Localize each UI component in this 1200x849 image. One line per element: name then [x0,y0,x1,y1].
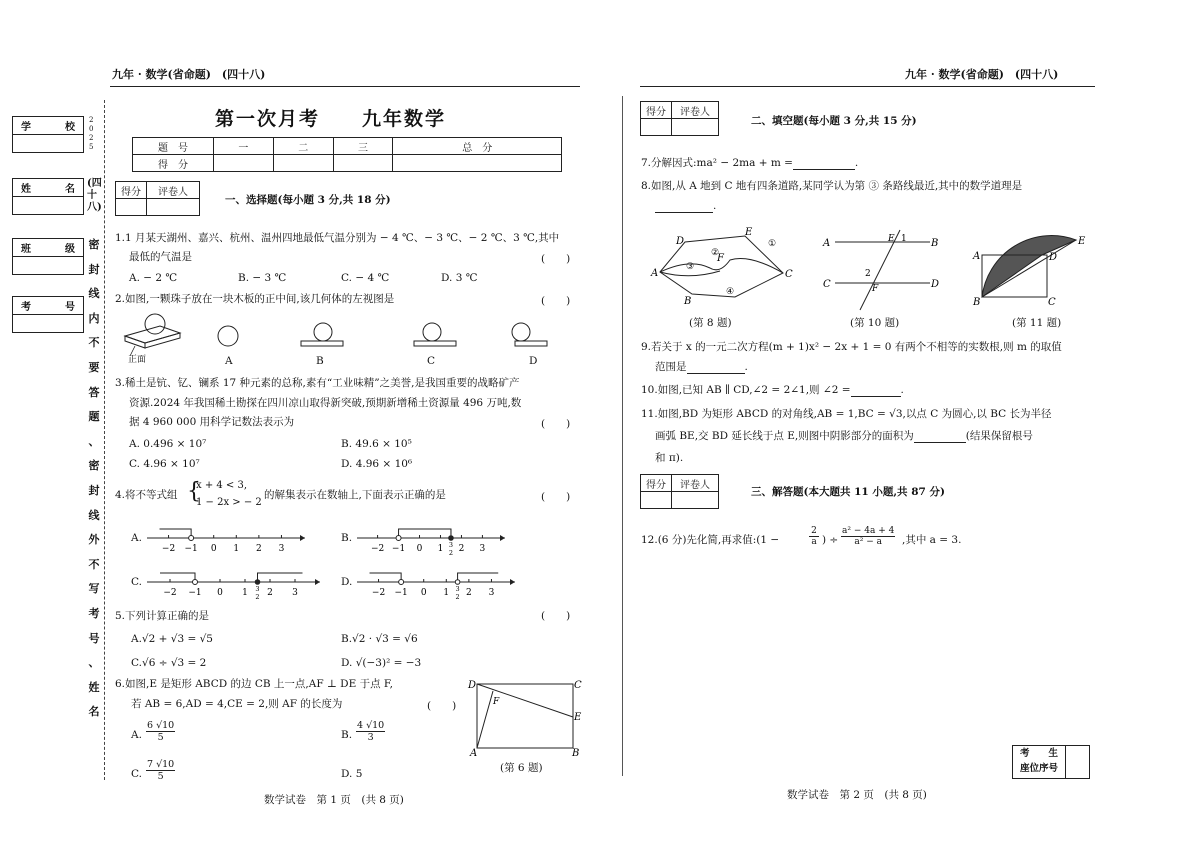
q6-pt-e: E [574,712,582,723]
q6-stem-line2: 若 AB = 6,AD = 4,CE = 2,则 AF 的长度为 [131,698,343,710]
q4-ineq-2: 1 − 2x > − 2 [196,497,262,508]
seal-char: 考 [88,607,100,620]
svg-text:1: 1 [901,234,907,244]
axis-arrow [510,579,515,585]
q4-ineq-1: x + 4 < 3, [196,480,248,491]
tick-label: −2 [371,588,386,598]
seal-char: 题 [88,410,100,424]
svg-text:A: A [823,238,831,249]
seal-char: 写 [88,582,100,596]
grader-score-label: 得分 [641,475,672,492]
grader-box-3 [640,474,719,509]
q2-label-b[interactable]: B [316,355,324,367]
header-rule-left [110,86,580,87]
svg-text:④: ④ [726,287,735,297]
seat-number-box[interactable] [1012,745,1090,779]
seal-char: 姓 [88,680,100,694]
q1-option-a[interactable]: A. − 2 ℃ [129,272,178,284]
q2-label-d[interactable]: D [529,355,538,367]
tick-label: −1 [391,544,406,554]
footer-left: 数学试卷 第 1 页 (共 8 页) [264,794,404,806]
grader-score-cell[interactable] [641,119,672,136]
tick-label: 0 [420,588,427,598]
score-col-2: 二 [273,138,333,155]
q4-brace: { [187,479,201,504]
grader-score-label: 得分 [641,102,672,119]
tick-label: 3 [479,544,486,554]
q9-answer-blank[interactable] [687,363,745,374]
tick-label: −1 [188,588,202,598]
q12-post: ,其中 a = 3. [902,534,962,546]
solution-ray [458,573,499,582]
tick-label: −1 [394,588,408,598]
seal-char: 封 [88,484,100,497]
seal-char: 密 [88,459,100,473]
page-divider [622,96,623,776]
svg-text:2: 2 [865,269,871,279]
q7-answer-blank[interactable] [793,159,855,170]
q6-option-c-label[interactable]: C. [131,768,142,780]
q1-answer-paren[interactable]: ( ) [541,253,571,265]
tick-label: 3 [488,588,495,598]
q6-pt-f: F [493,697,500,707]
seal-line [104,100,105,780]
q3-option-b[interactable]: B. 49.6 × 10⁵ [341,438,412,450]
q8-answer: . [655,200,716,213]
seal-char: 要 [88,361,100,374]
seal-char: 封 [88,262,100,276]
open-point [399,580,404,585]
section-2-title: 二、填空题(每小题 3 分,共 15 分) [751,115,917,127]
solution-segment [399,529,451,538]
tick-label: 2 [256,544,262,554]
tick-label: 2 [458,544,465,554]
tick-label: −2 [370,544,385,554]
half-den: 2 [255,593,260,600]
q3-stem-line2: 资源.2024 年我国稀土勘探在四川凉山取得新突破,预期新增稀土资源量 496 万吨,数 [129,397,522,409]
svg-text:③: ③ [686,262,695,272]
sidebar-code-small: 2025 [89,116,94,151]
tick-label: 1 [233,544,240,554]
axis-arrow [300,535,305,541]
tick-label: 2 [466,588,472,598]
seat-label-1: 考 生 [1019,748,1058,759]
q4-option-d[interactable]: D. [341,576,353,588]
tick-label: 3 [292,588,298,598]
tick-label: 1 [437,544,444,554]
q3-stem-line3: 据 4 960 000 用科学记数法表示为 [129,416,295,428]
score-cell[interactable] [393,155,562,172]
name-field[interactable]: 姓 名 [12,178,84,215]
svg-text:①: ① [768,239,777,249]
tick-label: 1 [242,588,248,598]
q4-number-line-d [355,570,525,600]
q5-option-d[interactable]: D. √(−3)² = −3 [341,657,422,669]
q10-stem: 10.如图,已知 AB ∥ CD,∠2 = 2∠1,则 ∠2 = . [641,384,904,396]
q8-caption: (第 8 题) [689,317,732,329]
q1-option-d[interactable]: D. 3 ℃ [441,272,478,284]
score-cell[interactable] [214,155,274,172]
grader-name-cell[interactable] [672,492,719,509]
tick-label: 3 [278,544,285,554]
axis-arrow [315,579,320,585]
q6-figure [462,674,582,774]
tick-label: 0 [217,588,223,598]
q2-stem: 2.如图,一颗珠子放在一块木板的正中间,该几何体的左视图是 [115,293,395,305]
q3-stem-line1: 3.稀土是钪、钇、镧系 17 种元素的总称,素有“工业味精”之美誉,是我国重要的战略矿产 [115,377,520,389]
q4-number-line-c [145,570,330,600]
q8-figure [650,224,800,314]
seal-char: 、 [88,434,100,448]
q9-stem-line2: 范围是 . [655,361,748,373]
exam-number-field[interactable]: 考 号 [12,296,84,333]
header-rule-right [640,86,1095,87]
seal-char: 、 [88,656,100,670]
q12-mid: ) ÷ [822,534,839,546]
q11-caption: (第 11 题) [1012,317,1062,329]
q5-answer-paren[interactable]: ( ) [541,610,571,622]
tick-label: 1 [443,588,450,598]
q10-answer-blank[interactable] [851,386,901,397]
open-point [193,580,198,585]
section-1-title: 一、选择题(每小题 3 分,共 18 分) [225,194,391,206]
q5-option-c[interactable]: C.√6 ÷ √3 = 2 [131,657,207,669]
q9-stem-line1: 9.若关于 x 的一元二次方程(m + 1)x² − 2x + 1 = 0 有两个不相等的实数根,则 m 的取值 [641,341,1062,353]
grader-name-label: 评卷人 [672,102,719,119]
svg-text:B: B [684,296,692,307]
q11-stem-line2: 画弧 BE,交 BD 延长线于点 E,则图中阴影部分的面积为 (结果保留根号 [655,430,1033,442]
score-header: 题 号 [133,138,214,155]
svg-text:F: F [872,284,879,294]
seal-char: 名 [88,705,100,719]
open-point [396,536,401,541]
q6-answer-paren[interactable]: ( ) [427,700,457,712]
svg-text:E: E [1078,236,1086,247]
school-field[interactable]: 学 校 [12,116,84,153]
q1-option-b[interactable]: B. − 3 ℃ [238,272,287,284]
q2-figures [120,308,550,368]
q3-answer-paren[interactable]: ( ) [541,418,571,430]
solution-ray [370,573,402,582]
half-num: 3 [455,585,460,593]
tick-label: 0 [210,544,217,554]
q4-stem-post: 的解集表示在数轴上,下面表示正确的是 [264,489,446,501]
seal-char: 线 [88,287,100,301]
grader-box-2 [640,101,719,136]
footer-right: 数学试卷 第 2 页 (共 8 页) [787,789,927,801]
seat-label-2: 座位序号 [1019,763,1058,774]
grader-name-label: 评卷人 [147,182,200,199]
solution-ray [160,529,192,538]
q8-stem: 8.如图,从 A 地到 C 地有四条道路,某同学认为第 ③ 条路线最近,其中的数学道理是 [641,180,1023,192]
header-right: 九年 · 数学(省命题) (四十八) [905,68,1059,81]
q4-option-a[interactable]: A. [131,532,142,544]
svg-text:②: ② [711,248,720,258]
seal-char: 外 [88,533,100,547]
q1-option-c[interactable]: C. − 4 ℃ [341,272,390,284]
svg-text:D: D [676,236,685,247]
svg-text:E: E [888,234,895,244]
score-col-3: 三 [333,138,393,155]
score-row-label: 得 分 [133,155,214,172]
q11-answer-blank[interactable] [914,432,966,443]
q6-option-b-label[interactable]: B. [341,729,353,741]
tick-label: −2 [163,588,177,598]
q2-label-c[interactable]: C [427,355,436,367]
solution-ray [160,573,195,582]
grader-box-1 [115,181,200,216]
half-point [449,536,454,541]
q12-pre: 12.(6 分)先化简,再求值:(1 − [641,534,780,546]
q12-frac-1: 2 a [809,526,819,547]
q11-figure [970,222,1095,312]
q6-pt-a: A [470,748,478,759]
seal-char: 密 [88,238,100,251]
q1-stem-line1: 1.1 月某天湖州、嘉兴、杭州、温州四地最低气温分别为 − 4 ℃、− 3 ℃、− 2 ℃、3 ℃,其中 [115,232,560,244]
q2-label-a[interactable]: A [225,355,233,367]
tick-label: 0 [416,544,423,554]
q11-stem-line1: 11.如图,BD 为矩形 ABCD 的对角线,AB = 1,BC = √3,以点 C 为圆心,以 BC 长为半径 [641,408,1052,420]
svg-text:E: E [745,227,753,238]
half-point [255,580,260,585]
seal-char: 不 [88,336,100,350]
q10-figure [815,228,945,318]
q12-frac-2: a² − 4a + 4 a² − a [842,526,895,547]
svg-text:D: D [1049,252,1058,263]
svg-text:C: C [785,269,793,280]
page-title: 第一次月考 九年数学 [215,108,447,130]
q6-pt-b: B [572,748,580,759]
tick-label: −2 [161,544,176,554]
svg-text:C: C [1048,297,1056,308]
q1-stem-line2: 最低的气温是 [129,251,192,263]
q6-option-a-label[interactable]: A. [131,729,142,741]
q7-stem: 7.分解因式:ma² − 2ma + m = . [641,157,859,169]
q3-option-c[interactable]: C. 4.96 × 10⁷ [129,458,200,470]
q5-stem: 5.下列计算正确的是 [115,610,210,622]
q10-caption: (第 10 题) [850,317,900,329]
q6-pt-c: C [574,680,582,691]
q4-option-b[interactable]: B. [341,532,353,544]
score-cell[interactable] [333,155,393,172]
q4-answer-paren[interactable]: ( ) [541,491,571,503]
half-point [455,580,460,585]
q8-answer-blank[interactable] [655,202,713,213]
seal-char: 内 [88,311,100,325]
solution-ray [258,573,303,582]
q6-option-d[interactable]: D. 5 [341,768,363,780]
svg-text:C: C [823,279,831,290]
score-cell[interactable] [273,155,333,172]
grader-score-cell[interactable] [116,199,147,216]
q3-option-d[interactable]: D. 4.96 × 10⁶ [341,458,413,470]
q6-stem-line1: 6.如图,E 是矩形 ABCD 的边 CB 上一点,AF ⊥ DE 于点 F, [115,678,393,690]
q4-number-line-a [145,526,315,556]
grader-score-label: 得分 [116,182,147,199]
sidebar-code-label: (四十八) [87,178,102,213]
half-den: 2 [455,593,460,600]
q6-option-c-frac[interactable]: 7 √10 5 [147,759,175,782]
half-num: 3 [448,541,454,549]
svg-text:B: B [931,238,939,249]
score-col-1: 一 [214,138,274,155]
svg-text:A: A [651,268,659,279]
q2-answer-paren[interactable]: ( ) [541,295,571,307]
axis-arrow [500,535,505,541]
q6-option-b-frac[interactable]: 4 √10 3 [357,720,385,743]
svg-text:B: B [973,297,981,308]
svg-text:A: A [973,251,981,262]
tick-label: −1 [184,544,198,554]
q6-pt-d: D [468,680,477,691]
grader-name-cell[interactable] [147,199,200,216]
svg-text:F: F [717,253,724,264]
q6-caption: (第 6 题) [500,762,543,774]
section-3-title: 三、解答题(本大题共 11 小题,共 87 分) [751,486,945,498]
q5-option-a[interactable]: A.√2 + √3 = √5 [131,633,213,645]
half-num: 3 [255,585,260,593]
score-table [132,137,562,172]
q11-stem-line3: 和 π). [655,452,684,464]
grader-name-label: 评卷人 [672,475,719,492]
open-point [189,536,194,541]
tick-label: 2 [267,588,273,598]
class-field[interactable]: 班 级 [12,238,84,275]
header-left: 九年 · 数学(省命题) (四十八) [112,68,266,81]
q6-option-a-frac[interactable]: 6 √10 5 [147,720,175,743]
seal-char: 不 [88,557,100,571]
half-den: 2 [448,549,454,556]
seal-char: 答 [88,385,100,399]
svg-text:D: D [931,279,940,290]
seal-char: 线 [88,508,100,522]
q4-number-line-b [355,526,515,556]
q4-option-c[interactable]: C. [131,576,142,588]
score-total: 总 分 [393,138,562,155]
q3-option-a[interactable]: A. 0.496 × 10⁷ [129,438,207,450]
grader-score-cell[interactable] [641,492,672,509]
seal-char: 号 [88,631,100,645]
q5-option-b[interactable]: B.√2 · √3 = √6 [341,633,418,645]
grader-name-cell[interactable] [672,119,719,136]
q2-front-label: 正面 [128,355,147,365]
q4-stem-pre: 4.将不等式组 [115,489,178,501]
